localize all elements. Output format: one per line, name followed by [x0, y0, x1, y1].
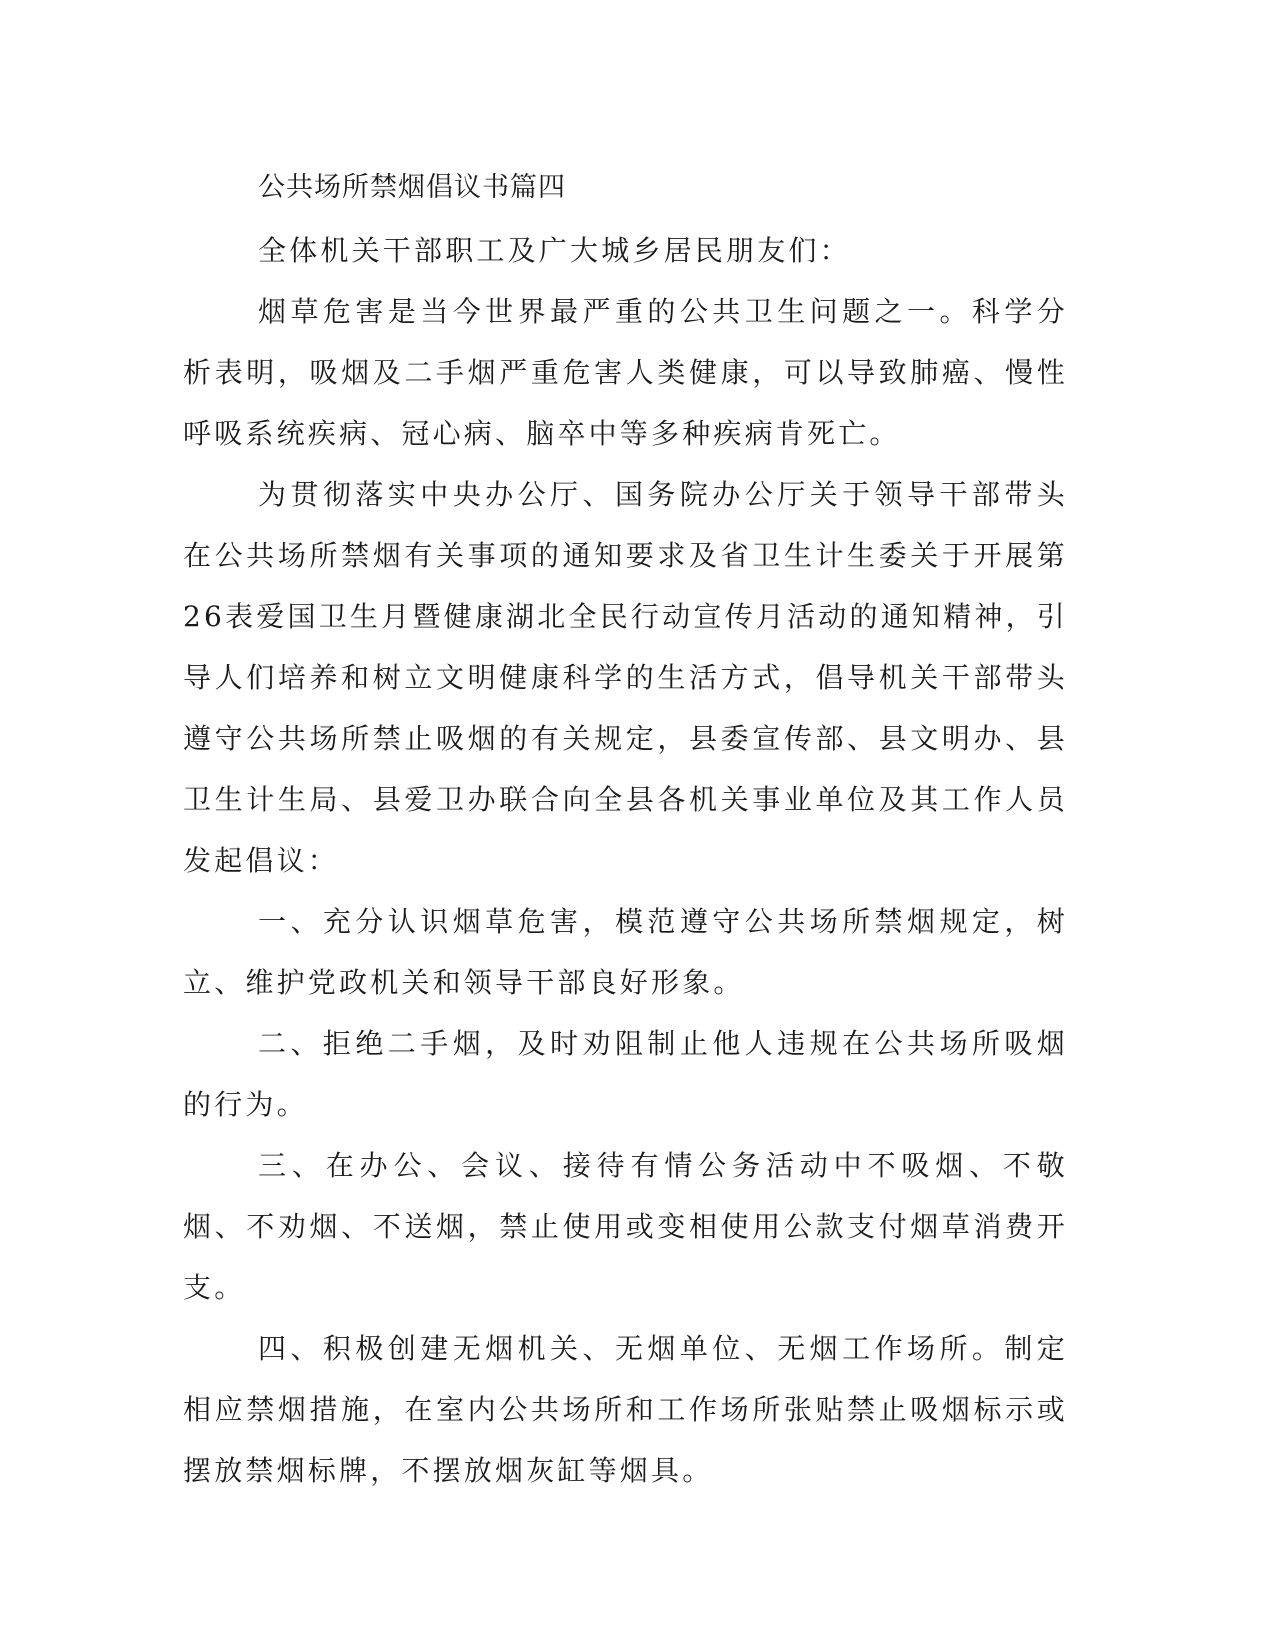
document-body	[183, 160, 1068, 1501]
paragraph-item-3: 三、在办公、会议、接待有情公务活动中不吸烟、不敬烟、不劝烟、不送烟，禁止使用或变相使用公款支付烟草消费开支。	[183, 1149, 1068, 1304]
paragraph-item-2: 二、拒绝二手烟，及时劝阻制止他人违规在公共场所吸烟的行为。	[183, 1027, 1068, 1121]
paragraph-item-1: 一、充分认识烟草危害，模范遵守公共场所禁烟规定，树立、维护党政机关和领导干部良好形象。	[183, 905, 1068, 999]
paragraph-tobacco-harm: 烟草危害是当今世界最严重的公共卫生问题之一。科学分析表明，吸烟及二手烟严重危害人类健康，可以导致肺癌、慢性呼吸系统疾病、冠心病、脑卒中等多种疾病肯死亡。	[183, 295, 1068, 450]
salutation: 全体机关干部职工及广大城乡居民朋友们：	[258, 234, 851, 267]
paragraph-item-4: 四、积极创建无烟机关、无烟单位、无烟工作场所。制定相应禁烟措施，在室内公共场所和工作场所张贴禁止吸烟标示或摆放禁烟标牌，不摆放烟灰缸等烟具。	[183, 1332, 1068, 1487]
document-title: 公共场所禁烟倡议书篇四	[258, 172, 566, 203]
paragraph-background: 为贯彻落实中央办公厅、国务院办公厅关于领导干部带头在公共场所禁烟有关事项的通知要求及省卫生计生委关于开展第26表爱国卫生月暨健康湖北全民行动宣传月活动的通知精神，引导人们培养和树立文明健康科学的生活方式，倡导机关干部带头遵守公共场所禁止吸烟的有关规定，县委宣传部、县文明办、县卫生计生局、县爱卫办联合向全县各机关事业单位及其工作人员发起倡议：	[183, 478, 1068, 877]
